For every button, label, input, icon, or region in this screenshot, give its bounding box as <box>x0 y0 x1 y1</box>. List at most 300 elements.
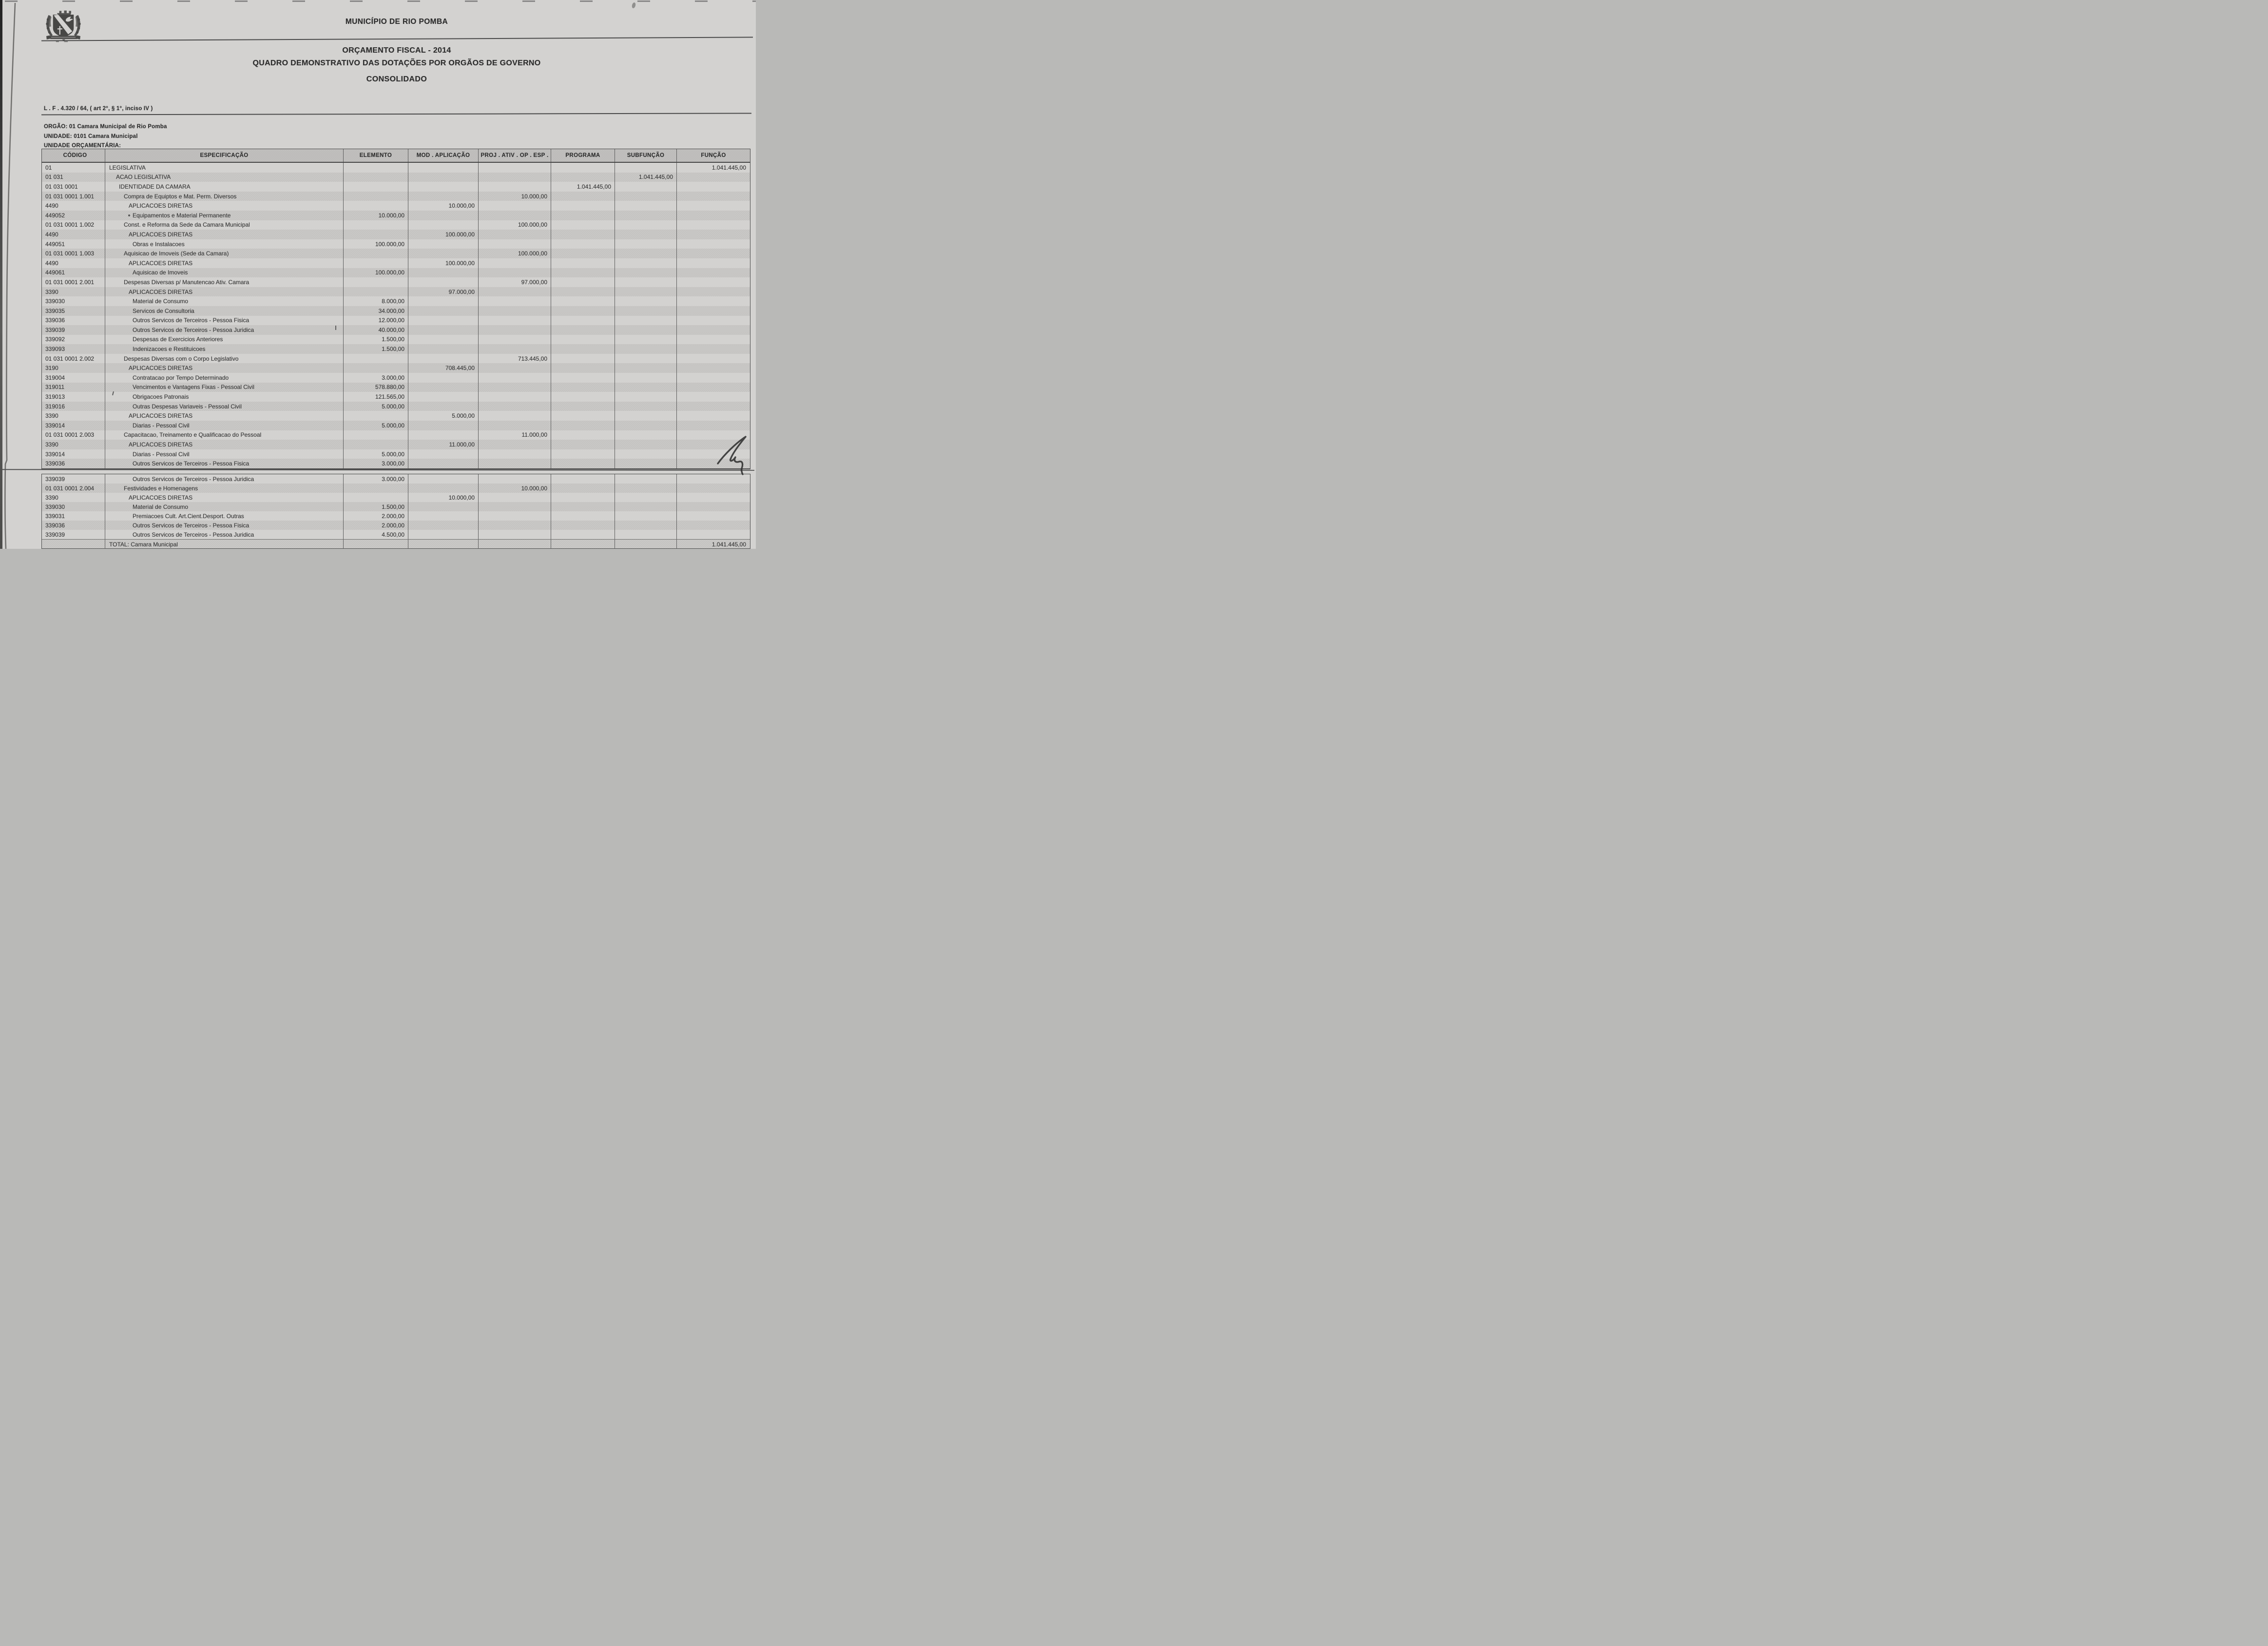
subfuncao-cell <box>615 306 676 316</box>
elemento-cell: 5.000,00 <box>343 421 408 430</box>
programa-cell <box>551 316 615 326</box>
programa-cell <box>551 201 615 211</box>
proj-ativ-cell <box>478 316 551 326</box>
spec-cell: Aquisicao de Imoveis <box>105 268 343 278</box>
proj-ativ-cell <box>478 402 551 411</box>
proj-ativ-cell: 100.000,00 <box>478 249 551 258</box>
code-cell: 01 031 0001 2.002 <box>45 355 95 362</box>
programa-cell <box>551 211 615 220</box>
code-cell: 339039 <box>45 531 65 538</box>
mod-aplicacao-cell <box>408 502 478 511</box>
proj-ativ-cell <box>478 344 551 354</box>
programa-cell <box>551 344 615 354</box>
funcao-cell <box>676 421 750 430</box>
programa-cell <box>551 392 615 402</box>
column-header-especificacao: ESPECIFICAÇÃO <box>105 149 343 162</box>
mod-aplicacao-cell <box>408 383 478 392</box>
spec-cell: Servicos de Consultoria <box>105 306 343 316</box>
elemento-cell: 5.000,00 <box>343 402 408 411</box>
law-reference: L . F . 4.320 / 64, ( art 2°, § 1°, inciso IV ) <box>44 106 153 112</box>
funcao-cell <box>676 211 750 220</box>
column-header-mod-aplicacao: MOD . APLICAÇÃO <box>408 149 478 162</box>
funcao-cell <box>676 344 750 354</box>
programa-cell <box>551 268 615 278</box>
proj-ativ-cell <box>478 268 551 278</box>
proj-ativ-cell <box>478 411 551 421</box>
subfuncao-cell <box>615 521 676 530</box>
subfuncao-cell: 1.041.445,00 <box>615 173 676 182</box>
elemento-cell: 1.500,00 <box>343 335 408 345</box>
programa-cell <box>551 306 615 316</box>
spec-cell: Capacitacao, Treinamento e Qualificacao do Pessoal <box>105 430 343 440</box>
subfuncao-cell <box>615 287 676 297</box>
mod-aplicacao-cell <box>408 306 478 316</box>
mod-aplicacao-cell <box>408 474 478 484</box>
code-cell: 4490 <box>45 231 58 238</box>
subfuncao-cell <box>615 325 676 335</box>
subfuncao-cell <box>615 344 676 354</box>
funcao-cell <box>676 192 750 201</box>
mod-aplicacao-cell <box>408 511 478 521</box>
total-row <box>42 539 750 549</box>
code-cell: 3390 <box>45 441 58 448</box>
subfuncao-cell <box>615 402 676 411</box>
spec-cell: Festividades e Homenagens <box>105 484 343 493</box>
table-row <box>42 287 750 297</box>
funcao-cell <box>676 363 750 373</box>
table-row <box>42 220 750 230</box>
elemento-cell: 1.500,00 <box>343 502 408 511</box>
programa-cell <box>551 296 615 306</box>
code-cell: 319016 <box>45 403 65 410</box>
table-row <box>42 239 750 249</box>
mod-aplicacao-cell <box>408 192 478 201</box>
funcao-cell <box>676 392 750 402</box>
proj-ativ-cell <box>478 540 551 549</box>
spec-cell: Despesas Diversas p/ Manutencao Ativ. Camara <box>105 277 343 287</box>
subfuncao-cell <box>615 296 676 306</box>
code-cell: 4490 <box>45 202 58 210</box>
elemento-cell <box>343 249 408 258</box>
mod-aplicacao-cell: 10.000,00 <box>408 493 478 502</box>
programa-cell <box>551 325 615 335</box>
funcao-cell <box>676 220 750 230</box>
code-cell: 319013 <box>45 393 65 401</box>
funcao-cell <box>676 530 750 539</box>
spec-cell: Aquisicao de Imoveis (Sede da Camara) <box>105 249 343 258</box>
subfuncao-cell <box>615 502 676 511</box>
spec-cell: Equipamentos e Material Permanente <box>105 211 343 220</box>
proj-ativ-cell <box>478 335 551 345</box>
subfuncao-cell <box>615 163 676 173</box>
page-curl-shadow <box>0 0 29 549</box>
programa-cell <box>551 163 615 173</box>
spec-cell: APLICACOES DIRETAS <box>105 493 343 502</box>
table-row <box>42 411 750 421</box>
unidade-line: UNIDADE: 0101 Camara Municipal <box>44 134 138 139</box>
mod-aplicacao-cell: 100.000,00 <box>408 258 478 268</box>
unidade-orcamentaria-label: UNIDADE ORÇAMENTÁRIA: <box>44 143 121 149</box>
mod-aplicacao-cell <box>408 421 478 430</box>
code-cell: 3390 <box>45 494 58 501</box>
code-cell: 339030 <box>45 503 65 510</box>
spec-cell: Premiacoes Cult. Art.Cient.Desport. Outras <box>105 511 343 521</box>
proj-ativ-cell <box>478 258 551 268</box>
elemento-cell: 1.500,00 <box>343 344 408 354</box>
proj-ativ-cell <box>478 373 551 383</box>
code-cell: 4490 <box>45 259 58 267</box>
mod-aplicacao-cell <box>408 530 478 539</box>
programa-cell <box>551 363 615 373</box>
funcao-cell <box>676 521 750 530</box>
elemento-cell <box>343 540 408 549</box>
spec-cell: Outros Servicos de Terceiros - Pessoa Fisica <box>105 316 343 326</box>
column-header-funcao: FUNÇÃO <box>676 149 750 162</box>
programa-cell <box>551 373 615 383</box>
table-row <box>42 459 750 468</box>
table-row <box>42 493 750 502</box>
header-rule <box>41 37 753 41</box>
programa-cell <box>551 354 615 364</box>
subfuncao-cell <box>615 363 676 373</box>
programa-cell <box>551 530 615 539</box>
funcao-cell <box>676 316 750 326</box>
subfuncao-cell <box>615 220 676 230</box>
spec-cell: Material de Consumo <box>105 296 343 306</box>
code-cell: 339039 <box>45 475 65 483</box>
proj-ativ-cell <box>478 201 551 211</box>
subfuncao-cell <box>615 459 676 468</box>
table-row <box>42 316 750 326</box>
elemento-cell <box>343 440 408 449</box>
funcao-cell <box>676 411 750 421</box>
code-cell: 449052 <box>45 212 65 219</box>
programa-cell <box>551 335 615 345</box>
mod-aplicacao-cell <box>408 296 478 306</box>
table-row <box>42 182 750 192</box>
table-row <box>42 325 750 335</box>
elemento-cell: 12.000,00 <box>343 316 408 326</box>
funcao-cell <box>676 230 750 239</box>
column-header-codigo: CÓDIGO <box>63 153 87 158</box>
code-cell: 339014 <box>45 450 65 458</box>
orgao-line: ORGÃO: 01 Camara Municipal de Rio Pomba <box>44 124 167 130</box>
spec-cell: Despesas de Exercicios Anteriores <box>105 335 343 345</box>
elemento-cell: 10.000,00 <box>343 211 408 220</box>
programa-cell <box>551 249 615 258</box>
spec-cell: Obras e Instalacoes <box>105 239 343 249</box>
mod-aplicacao-cell <box>408 354 478 364</box>
programa-cell <box>551 287 615 297</box>
table-row <box>42 344 750 354</box>
elemento-cell: 40.000,00 <box>343 325 408 335</box>
code-cell: 339014 <box>45 422 65 429</box>
programa-cell <box>551 474 615 484</box>
subfuncao-cell <box>615 511 676 521</box>
elemento-cell: 8.000,00 <box>343 296 408 306</box>
funcao-cell: 1.041.445,00 <box>676 540 750 549</box>
mod-aplicacao-cell <box>408 220 478 230</box>
programa-cell <box>551 411 615 421</box>
table-row <box>42 173 750 182</box>
spec-cell: Outros Servicos de Terceiros - Pessoa Fisica <box>105 521 343 530</box>
code-cell: 339030 <box>45 298 65 305</box>
programa-cell <box>551 440 615 449</box>
subfuncao-cell <box>615 421 676 430</box>
subfuncao-cell <box>615 258 676 268</box>
mod-aplicacao-cell: 100.000,00 <box>408 230 478 239</box>
funcao-cell <box>676 258 750 268</box>
section-separator-line <box>1 469 754 471</box>
report-title: QUADRO DEMONSTRATIVO DAS DOTAÇÕES POR ORGÃOS DE GOVERNO <box>252 59 541 67</box>
table-row <box>42 502 750 511</box>
elemento-cell <box>343 192 408 201</box>
proj-ativ-cell: 97.000,00 <box>478 277 551 287</box>
mod-aplicacao-cell <box>408 173 478 182</box>
mod-aplicacao-cell <box>408 449 478 459</box>
proj-ativ-cell <box>478 493 551 502</box>
programa-cell <box>551 383 615 392</box>
code-cell: 01 031 <box>45 174 63 181</box>
mod-aplicacao-cell <box>408 484 478 493</box>
table-row <box>42 373 750 383</box>
mod-aplicacao-cell: 10.000,00 <box>408 201 478 211</box>
funcao-cell <box>676 335 750 345</box>
elemento-cell: 2.000,00 <box>343 511 408 521</box>
column-header-programa: PROGRAMA <box>551 149 615 162</box>
subfuncao-cell <box>615 182 676 192</box>
elemento-cell: 3.000,00 <box>343 373 408 383</box>
mod-aplicacao-cell <box>408 459 478 468</box>
elemento-cell <box>343 258 408 268</box>
mod-aplicacao-cell <box>408 335 478 345</box>
code-cell: 3190 <box>45 365 58 372</box>
elemento-cell <box>343 173 408 182</box>
elemento-cell: 4.500,00 <box>343 530 408 539</box>
code-cell: 339092 <box>45 336 65 343</box>
programa-cell: 1.041.445,00 <box>551 182 615 192</box>
proj-ativ-cell <box>478 363 551 373</box>
table-row <box>42 230 750 239</box>
proj-ativ-cell <box>478 530 551 539</box>
elemento-cell: 3.000,00 <box>343 474 408 484</box>
code-cell: 01 <box>45 164 52 171</box>
column-header-proj-ativ-op-esp: PROJ . ATIV . OP . ESP . <box>478 149 551 162</box>
table-row <box>42 521 750 530</box>
elemento-cell <box>343 363 408 373</box>
table-row <box>42 258 750 268</box>
mod-aplicacao-cell <box>408 239 478 249</box>
spec-cell: APLICACOES DIRETAS <box>105 258 343 268</box>
mod-aplicacao-cell <box>408 392 478 402</box>
elemento-cell <box>343 220 408 230</box>
code-cell: 339093 <box>45 346 65 353</box>
programa-cell <box>551 502 615 511</box>
funcao-cell <box>676 493 750 502</box>
proj-ativ-cell <box>478 383 551 392</box>
proj-ativ-cell: 100.000,00 <box>478 220 551 230</box>
mod-aplicacao-cell <box>408 182 478 192</box>
table-row <box>42 430 750 440</box>
elemento-cell: 5.000,00 <box>343 449 408 459</box>
table-row <box>42 163 750 173</box>
programa-cell <box>551 258 615 268</box>
programa-cell <box>551 277 615 287</box>
table-row <box>42 511 750 521</box>
spec-cell: Indenizacoes e Restituicoes <box>105 344 343 354</box>
programa-cell <box>551 430 615 440</box>
subfuncao-cell <box>615 540 676 549</box>
subfuncao-cell <box>615 354 676 364</box>
table-row <box>42 440 750 449</box>
spec-cell: IDENTIDADE DA CAMARA <box>105 182 343 192</box>
code-cell: 339031 <box>45 512 65 520</box>
mod-aplicacao-cell <box>408 325 478 335</box>
mod-aplicacao-cell <box>408 521 478 530</box>
funcao-cell <box>676 268 750 278</box>
budget-table-section-1 <box>41 149 750 469</box>
programa-cell <box>551 230 615 239</box>
subfuncao-cell <box>615 474 676 484</box>
mod-aplicacao-cell <box>408 402 478 411</box>
mod-aplicacao-cell <box>408 163 478 173</box>
table-row <box>42 474 750 484</box>
spec-cell: Compra de Equiptos e Mat. Perm. Diversos <box>105 192 343 201</box>
spec-cell: APLICACOES DIRETAS <box>105 287 343 297</box>
proj-ativ-cell <box>478 230 551 239</box>
elemento-cell <box>343 493 408 502</box>
funcao-cell <box>676 474 750 484</box>
table-row <box>42 354 750 364</box>
elemento-cell <box>343 201 408 211</box>
code-cell: 449061 <box>45 269 65 276</box>
programa-cell <box>551 449 615 459</box>
mod-aplicacao-cell <box>408 268 478 278</box>
funcao-cell <box>676 502 750 511</box>
spec-cell: Diarias - Pessoal Civil <box>105 421 343 430</box>
spec-cell: Outros Servicos de Terceiros - Pessoa Fisica <box>105 459 343 468</box>
subfuncao-cell <box>615 192 676 201</box>
funcao-cell <box>676 201 750 211</box>
subfuncao-cell <box>615 484 676 493</box>
budget-table-section-2 <box>41 474 750 549</box>
scan-left-edge <box>0 0 2 549</box>
spec-cell: APLICACOES DIRETAS <box>105 440 343 449</box>
elemento-cell <box>343 411 408 421</box>
table-row <box>42 211 750 220</box>
signature-mark <box>714 434 753 475</box>
subfuncao-cell <box>615 268 676 278</box>
spec-cell: Material de Consumo <box>105 502 343 511</box>
funcao-cell <box>676 277 750 287</box>
funcao-cell <box>676 354 750 364</box>
spec-cell: TOTAL: Camara Municipal <box>105 540 343 549</box>
table-row <box>42 192 750 201</box>
code-cell: 319004 <box>45 374 65 381</box>
proj-ativ-cell <box>478 440 551 449</box>
code-cell: 449051 <box>45 240 65 248</box>
funcao-cell <box>676 484 750 493</box>
code-cell: 3390 <box>45 412 58 420</box>
spec-cell: ACAO LEGISLATIVA <box>105 173 343 182</box>
elemento-cell <box>343 277 408 287</box>
subfuncao-cell <box>615 383 676 392</box>
proj-ativ-cell <box>478 511 551 521</box>
mod-aplicacao-cell <box>408 540 478 549</box>
table-row <box>42 421 750 430</box>
table-row <box>42 402 750 411</box>
code-cell: 339036 <box>45 522 65 529</box>
mod-aplicacao-cell <box>408 316 478 326</box>
proj-ativ-cell <box>478 502 551 511</box>
code-cell: 01 031 0001 2.004 <box>45 484 95 492</box>
code-cell: 01 031 0001 <box>45 183 78 190</box>
elemento-cell: 578.880,00 <box>343 383 408 392</box>
proj-ativ-cell <box>478 211 551 220</box>
proj-ativ-cell <box>478 296 551 306</box>
spec-cell: Obrigacoes Patronais <box>105 392 343 402</box>
table-row <box>42 306 750 316</box>
table-row <box>42 277 750 287</box>
funcao-cell <box>676 306 750 316</box>
code-cell: 339036 <box>45 317 65 324</box>
proj-ativ-cell: 713.445,00 <box>478 354 551 364</box>
proj-ativ-cell <box>478 449 551 459</box>
programa-cell <box>551 220 615 230</box>
elemento-cell <box>343 430 408 440</box>
proj-ativ-cell: 10.000,00 <box>478 192 551 201</box>
funcao-cell <box>676 325 750 335</box>
mod-aplicacao-cell <box>408 249 478 258</box>
funcao-cell <box>676 402 750 411</box>
spec-cell: Outras Despesas Variaveis - Pessoal Civil <box>105 402 343 411</box>
elemento-cell <box>343 354 408 364</box>
funcao-cell <box>676 383 750 392</box>
proj-ativ-cell <box>478 459 551 468</box>
spec-cell: Despesas Diversas com o Corpo Legislativo <box>105 354 343 364</box>
spec-cell: Const. e Reforma da Sede da Camara Municipal <box>105 220 343 230</box>
subfuncao-cell <box>615 335 676 345</box>
table-row <box>42 201 750 211</box>
funcao-cell <box>676 511 750 521</box>
programa-cell <box>551 402 615 411</box>
funcao-cell <box>676 296 750 306</box>
spec-cell: Contratacao por Tempo Determinado <box>105 373 343 383</box>
table-row <box>42 383 750 392</box>
elemento-cell <box>343 230 408 239</box>
code-cell: 01 031 0001 1.003 <box>45 250 95 257</box>
subfuncao-cell <box>615 230 676 239</box>
spec-cell: APLICACOES DIRETAS <box>105 411 343 421</box>
funcao-cell <box>676 173 750 182</box>
mod-aplicacao-cell: 97.000,00 <box>408 287 478 297</box>
proj-ativ-cell <box>478 182 551 192</box>
code-cell: 339039 <box>45 326 65 333</box>
subfuncao-cell <box>615 430 676 440</box>
proj-ativ-cell <box>478 392 551 402</box>
code-cell: 339035 <box>45 307 65 314</box>
table-row <box>42 335 750 345</box>
subfuncao-cell <box>615 201 676 211</box>
code-cell: 339036 <box>45 460 65 467</box>
programa-cell <box>551 511 615 521</box>
elemento-cell: 34.000,00 <box>343 306 408 316</box>
programa-cell <box>551 421 615 430</box>
subfuncao-cell <box>615 411 676 421</box>
funcao-cell: 1.041.445,00 <box>676 163 750 173</box>
funcao-cell <box>676 182 750 192</box>
subfuncao-cell <box>615 277 676 287</box>
